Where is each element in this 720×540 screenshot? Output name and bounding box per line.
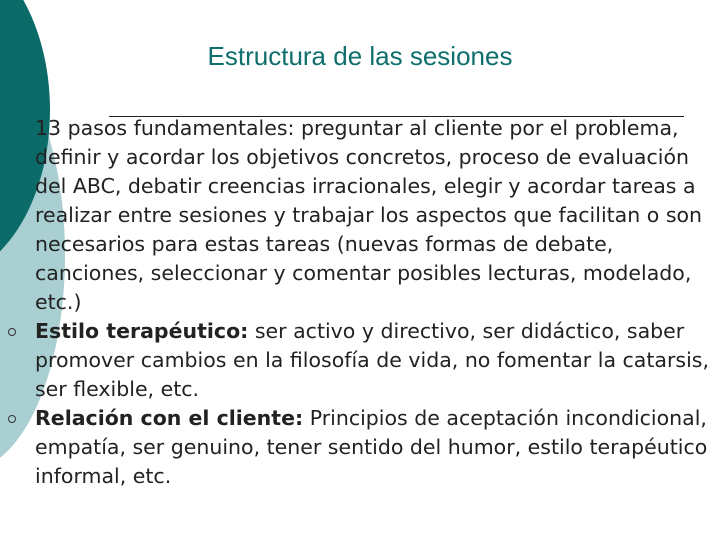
slide-title: Estructura de las sesiones: [207, 41, 513, 71]
bullet-icon: [8, 328, 16, 336]
item-lead: Estilo terapéutico:: [35, 319, 249, 343]
item-text: 13 pasos fundamentales: preguntar al cliente por el problema, definir y acordar los objetivos concretos, proceso de evaluación del ABC, debatir creencias irracionales, elegir y acordar tareas a realizar entre sesiones y trabajar los aspectos que facilitan o son necesarios para estas tareas (nuevas formas de debate, canciones, seleccionar y comentar posibles lecturas, modelado, etc.): [35, 116, 703, 314]
slide-body: [8, 114, 716, 491]
list-item-estilo: [8, 317, 716, 404]
list-item-pasos: [8, 114, 716, 317]
item-lead: Relación con el cliente:: [35, 406, 304, 430]
list-item-relacion: [8, 404, 716, 491]
item-text: Principios de aceptación incondicional, empatía, ser genuino, tener sentido del humor, estilo terapéutico informal, etc.: [35, 406, 708, 488]
item-text: ser activo y directivo, ser didáctico, saber promover cambios en la filosofía de vida, no fomentar la catarsis, ser flexible, etc.: [35, 319, 709, 401]
bullet-icon: [8, 415, 16, 423]
